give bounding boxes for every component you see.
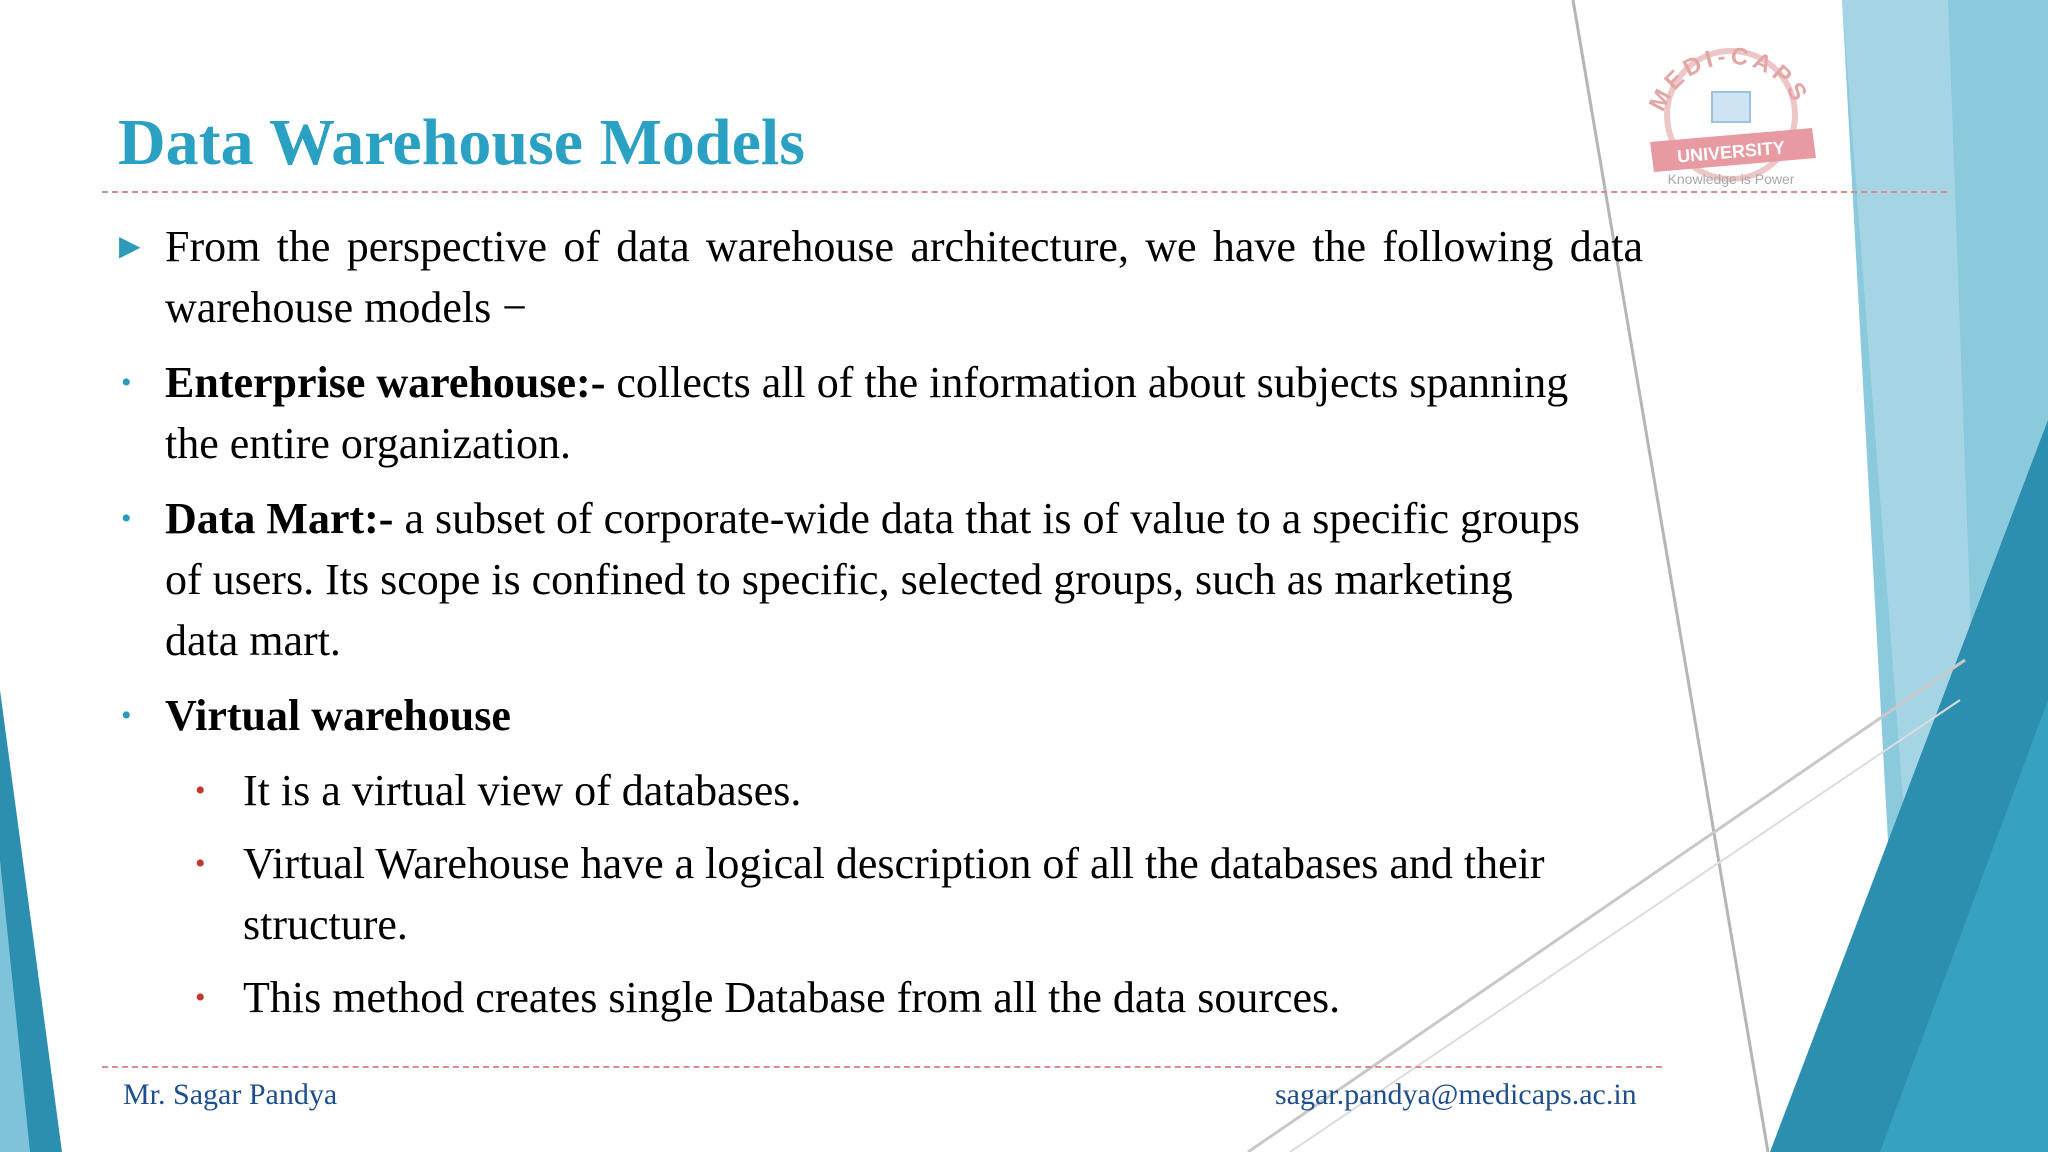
bullet-term: Data Mart:- [165, 494, 394, 543]
sub-bullet [115, 967, 1595, 1028]
book-icon [1712, 92, 1750, 122]
sub-bullet [115, 760, 1595, 821]
bullet-term: Virtual warehouse [165, 691, 511, 740]
sub-bullet-text: Virtual Warehouse have a logical description of all the databases and their structure. [243, 839, 1545, 949]
sub-bullet-text: This method creates single Database from all the data sources. [243, 973, 1341, 1022]
bullet-text: collects all of the information about subjects spanning the entire organization. [165, 358, 1569, 468]
dot-bullet-icon: • [121, 699, 132, 732]
bullet-text: a subset of corporate-wide data that is of value to a specific groups of users. Its scope is confined to specific, selected groups, such as marketing data mart. [165, 494, 1580, 665]
title-divider [102, 191, 1947, 193]
bullet-enterprise-warehouse [115, 352, 1595, 474]
slide-title: Data Warehouse Models [118, 106, 805, 179]
logo-ribbon-text: UNIVERSITY [1676, 137, 1786, 167]
slide-content [115, 216, 1643, 1040]
intro-bullet [115, 216, 1643, 338]
sub-bullet [115, 833, 1595, 955]
logo-tagline: Knowledge is Power [1667, 171, 1795, 187]
university-logo [1620, 30, 1840, 190]
footer-divider [102, 1066, 1662, 1068]
footer-email: sagar.pandya@medicaps.ac.in [1275, 1078, 1637, 1111]
bullet-virtual-warehouse [115, 685, 1595, 746]
bullet-term: Enterprise warehouse:- [165, 358, 606, 407]
red-dot-bullet-icon: • [195, 981, 206, 1014]
footer-author: Mr. Sagar Pandya [123, 1078, 338, 1111]
red-dot-bullet-icon: • [195, 774, 206, 807]
dot-bullet-icon: • [121, 502, 132, 535]
dot-bullet-icon: • [121, 366, 132, 399]
intro-text: From the perspective of data warehouse architecture, we have the following data warehouse models − [165, 222, 1643, 332]
red-dot-bullet-icon: • [195, 847, 206, 880]
sub-bullet-text: It is a virtual view of databases. [243, 766, 802, 815]
bullet-data-mart [115, 488, 1595, 671]
logo-name: MEDI-CAPS [1643, 42, 1815, 116]
triangle-bullet-icon: ▶ [119, 231, 141, 262]
